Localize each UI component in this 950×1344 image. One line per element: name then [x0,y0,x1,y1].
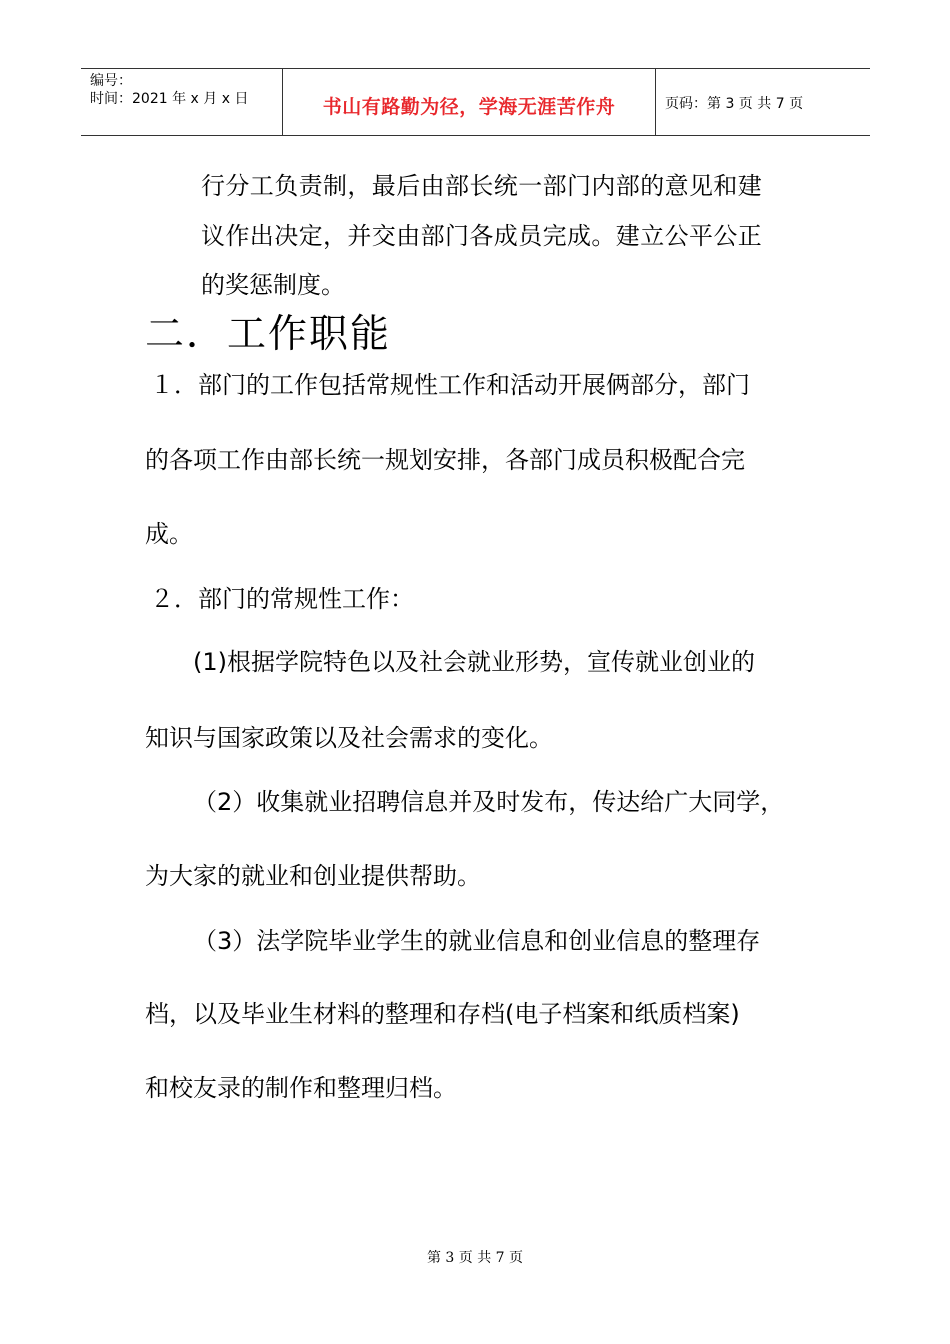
sub-item-line: (1)根据学院特色以及社会就业形势，宣传就业创业的 [193,648,755,676]
page-footer: 第 3 页 共 7 页 [426,1250,524,1266]
list-item-line: 成。 [145,520,193,548]
header-page-info: 页码：第 3 页 共 7 页 [665,96,804,112]
document-header [81,68,870,136]
section-heading: 二．工作职能 [145,312,392,357]
sub-item-line: 知识与国家政策以及社会需求的变化。 [145,724,553,752]
sub-item-line: （3）法学院毕业学生的就业信息和创业信息的整理存 [193,927,761,955]
header-page-cell [656,69,870,135]
paragraph-line: 的奖惩制度。 [201,271,345,299]
document-date: 时间：2021 年 x 月 x 日 [90,91,249,107]
header-motto: 书山有路勤为径，学海无涯苦作舟 [322,96,616,118]
sub-item-line: （2）收集就业招聘信息并及时发布，传达给广大同学， [193,788,785,816]
list-item-line: １．部门的工作包括常规性工作和活动开展俩部分，部门 [150,371,750,399]
list-item-title: ２．部门的常规性工作： [150,585,414,613]
header-meta-cell [81,69,283,135]
sub-item-line: 档，以及毕业生材料的整理和存档(电子档案和纸质档案) [145,1000,740,1028]
paragraph-line: 议作出决定，并交由部门各成员完成。建立公平公正 [201,222,763,250]
list-item-line: 的各项工作由部长统一规划安排，各部门成员积极配合完 [145,446,745,474]
sub-item-line: 为大家的就业和创业提供帮助。 [145,862,481,890]
paragraph-line: 行分工负责制，最后由部长统一部门内部的意见和建 [201,172,763,200]
sub-item-line: 和校友录的制作和整理归档。 [145,1074,457,1102]
document-number-label: 编号： [90,73,132,89]
header-motto-cell [283,69,656,135]
